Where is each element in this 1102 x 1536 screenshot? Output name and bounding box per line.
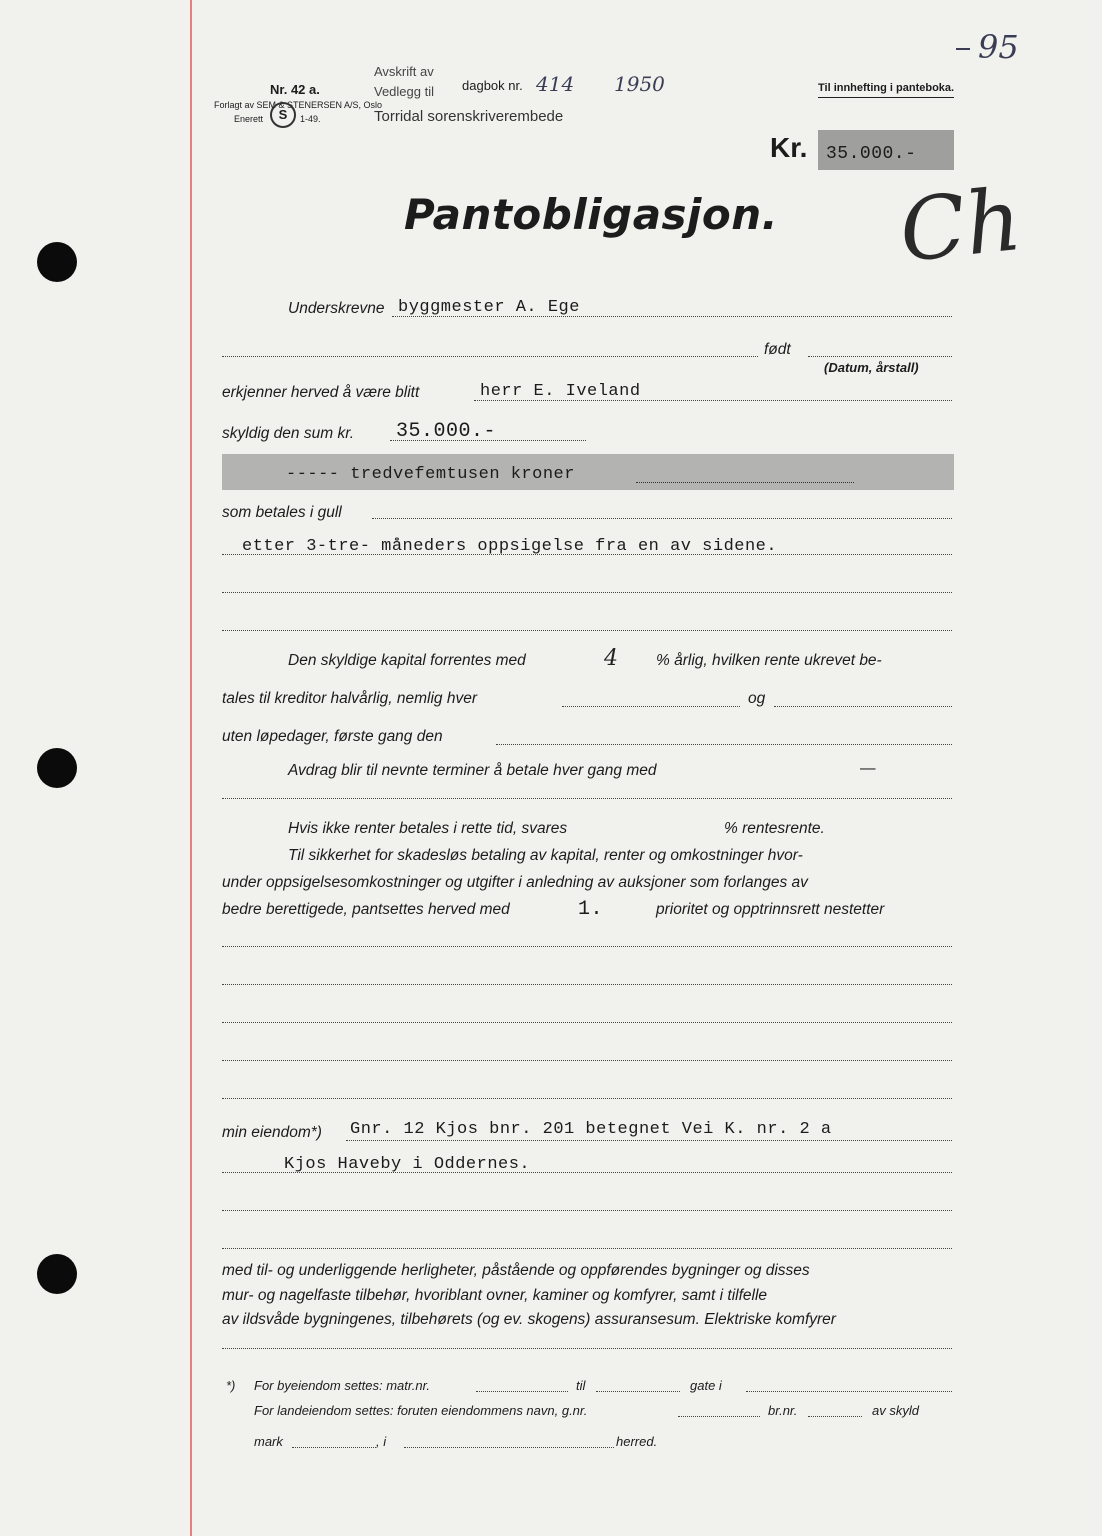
instruction-underline xyxy=(818,97,954,98)
interest-value: 4 xyxy=(604,646,618,671)
footnote-line-3a: mark xyxy=(254,1434,283,1449)
late-interest-suffix: % rentesrente. xyxy=(724,820,825,837)
property-blank-1 xyxy=(222,1210,952,1211)
undersigned-value: byggmester A. Ege xyxy=(398,298,580,317)
priority-value: 1. xyxy=(578,898,604,921)
sum-value: 35.000.- xyxy=(396,420,497,443)
footnote-line-2b: br.nr. xyxy=(768,1403,798,1418)
gold-dots xyxy=(372,518,952,519)
footnote-line-3b: , i xyxy=(376,1434,387,1449)
interest-prefix: Den skyldige kapital forrentes med xyxy=(288,652,526,669)
footnote-line-1b: til xyxy=(576,1378,586,1393)
born-label: født xyxy=(764,341,791,358)
security-line-3-prefix: bedre berettigede, pantsettes herved med xyxy=(222,901,510,918)
undersigned-label: Underskrevne xyxy=(288,300,385,317)
document-title: Pantobligasjon. xyxy=(404,190,779,239)
red-margin-line xyxy=(190,0,192,1536)
footnote-line-2c: av skyld xyxy=(872,1403,919,1418)
publisher-line: Forlagt av SEM & STENERSEN A/S, Oslo xyxy=(214,100,383,110)
page-number-dash xyxy=(956,48,970,50)
og-label: og xyxy=(748,690,766,707)
late-interest-prefix: Hvis ikke renter betales i rette tid, svares xyxy=(288,820,568,837)
property-line-2: Kjos Haveby i Oddernes. xyxy=(284,1155,531,1174)
security-line-3-suffix: prioritet og opptrinnsrett nestetter xyxy=(656,901,885,918)
property-dots xyxy=(346,1140,952,1141)
vedlegg-label: Vedlegg til xyxy=(374,84,434,99)
publisher-date: 1-49. xyxy=(300,114,321,124)
halfyear-label: tales til kreditor halvårlig, nemlig hver xyxy=(222,690,477,707)
property-label: min eiendom*) xyxy=(222,1124,322,1141)
terms-value: etter 3-tre- måneders oppsigelse fra en av sidene. xyxy=(242,537,778,556)
avdrag-value: — xyxy=(860,760,876,777)
security-blank-4 xyxy=(222,1060,952,1061)
amount-label: Kr. xyxy=(770,132,808,163)
form-number: Nr. 42 a. xyxy=(270,82,320,97)
punch-hole-middle xyxy=(37,748,77,788)
first-payment-dots xyxy=(496,744,952,745)
closing-line-1: med til- og underliggende herligheter, påstående og oppførendes bygninger og disses xyxy=(222,1262,810,1279)
punch-hole-top xyxy=(37,242,77,282)
closing-line-2: mur- og nagelfaste tilbehør, hvoriblant ovner, kaminer og komfyrer, samt i tilfelle xyxy=(222,1287,768,1304)
instruction-text: Til innhefting i panteboka. xyxy=(818,82,955,94)
security-line-2: under oppsigelsesomkostninger og utgifter i anledning av auksjoner som forlanges av xyxy=(222,874,808,891)
first-payment-label: uten løpedager, første gang den xyxy=(222,728,443,745)
acknowledge-label: erkjenner herved å være blitt xyxy=(222,384,420,401)
closing-blank xyxy=(222,1348,952,1349)
security-blank-2 xyxy=(222,984,952,985)
security-blank-5 xyxy=(222,1098,952,1099)
avdrag-label: Avdrag blir til nevnte terminer å betale hver gang med xyxy=(288,762,657,779)
avskrift-label: Avskrift av xyxy=(374,64,434,79)
og-dots xyxy=(774,706,952,707)
interest-suffix: % årlig, hvilken rente ukrevet be- xyxy=(656,652,882,669)
publisher-enerett: Enerett xyxy=(234,114,264,124)
footnote-line-1c: gate i xyxy=(690,1378,722,1393)
footnote-dots-1a xyxy=(476,1391,568,1392)
property-line-1: Gnr. 12 Kjos bnr. 201 betegnet Vei K. nr. 2 a xyxy=(350,1120,832,1139)
publisher-logo: S xyxy=(270,102,296,128)
sum-label: skyldig den sum kr. xyxy=(222,425,355,442)
security-blank-3 xyxy=(222,1022,952,1023)
security-line-1: Til sikkerhet for skadesløs betaling av kapital, renter og omkostninger hvor- xyxy=(288,847,803,864)
footnote-dots-1c xyxy=(746,1391,952,1392)
blank-line-1 xyxy=(222,592,952,593)
dagbok-label: dagbok nr. xyxy=(462,78,523,93)
signature-initials: Ch xyxy=(895,169,1027,283)
amount-value: 35.000.- xyxy=(826,144,917,164)
sum-words: ----- tredvefemtusen kroner xyxy=(286,465,575,484)
footnote-dots-3a xyxy=(292,1447,376,1448)
footnote-dots-2b xyxy=(808,1416,862,1417)
halfyear-dots xyxy=(562,706,740,707)
punch-hole-bottom xyxy=(37,1254,77,1294)
born-line-right xyxy=(808,356,952,357)
footnote-dots-1b xyxy=(596,1391,680,1392)
footnote-line-2a: For landeiendom settes: foruten eiendommens navn, g.nr. xyxy=(254,1403,588,1418)
year: 1950 xyxy=(614,72,665,96)
footnote-dots-2a xyxy=(678,1416,760,1417)
page-number: 95 xyxy=(978,28,1019,66)
creditor-value: herr E. Iveland xyxy=(480,382,641,401)
closing-line-3: av ildsvåde bygningenes, tilbehørets (og ev. skogens) assuransesum. Elektriske komfyrer xyxy=(222,1311,836,1328)
property-blank-2 xyxy=(222,1248,952,1249)
blank-line-2 xyxy=(222,630,952,631)
sum-words-dots xyxy=(636,482,854,483)
avdrag-line xyxy=(222,798,952,799)
security-blank-1 xyxy=(222,946,952,947)
terms-dots xyxy=(222,554,952,555)
footnote-line-1a: For byeiendom settes: matr.nr. xyxy=(254,1378,431,1393)
born-line-left xyxy=(222,356,758,357)
office-name: Torridal sorenskriverembede xyxy=(374,108,564,125)
born-hint: (Datum, årstall) xyxy=(824,360,919,375)
footnote-dots-3b xyxy=(404,1447,614,1448)
property-line-2-dots xyxy=(222,1172,952,1173)
gold-label: som betales i gull xyxy=(222,504,342,521)
footnote-line-3c: herred. xyxy=(616,1434,658,1449)
footnote-mark: *) xyxy=(226,1378,236,1393)
dagbok-number: 414 xyxy=(536,72,575,96)
